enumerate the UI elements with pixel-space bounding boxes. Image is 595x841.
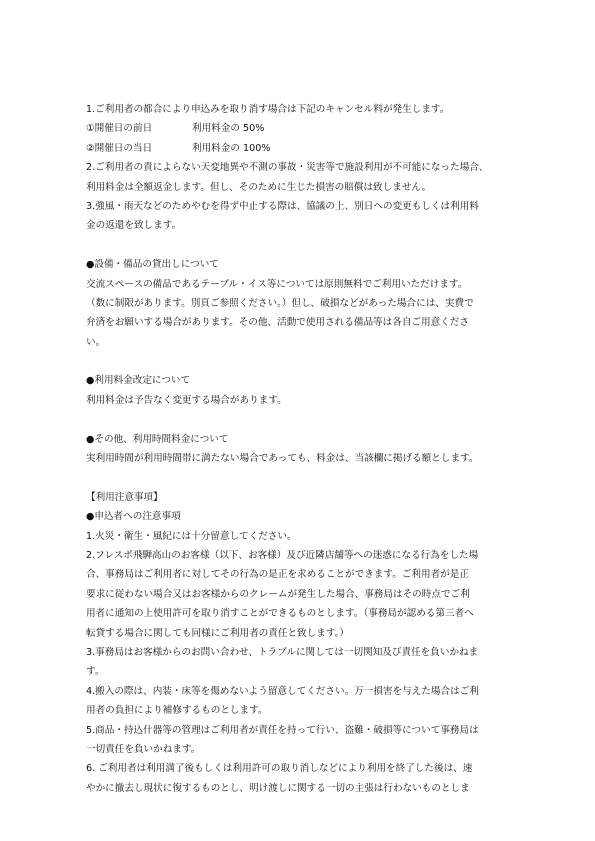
note-item-2-line: 2.フレスポ飛騨高山のお客様（以下、お客様）及び近隣店舗等への迷惑になる行為をした場 [86, 549, 479, 561]
note-item-2-line: 用者に通知の上使用許可を取り消すことができるものとします。（事務局が認める第三者へ [86, 608, 474, 620]
applicant-notes-heading: ●申込者への注意事項 [86, 511, 181, 523]
usage-notes-title: 【利用注意事項】 [86, 491, 163, 503]
cancel-policy-item-2-line: 2.ご利用者の責によらない天変地異や不測の事故・災害等で施設利用が不可能になった場合、 [86, 162, 489, 174]
document-body [86, 100, 516, 798]
spacer [86, 468, 516, 487]
equipment-text-line: 弁済をお願いする場合があります。その他、活動で使用される備品等は各自ご用意くださ [86, 317, 469, 329]
note-item-2-line: 転貸する場合に関しても同様にご利用者の責任と致します。） [86, 627, 350, 639]
note-item-2-line: 合、事務局はご利用者に対してその行為の是正を求めることができます。ご利用者が是正 [86, 569, 469, 581]
note-item-2-line: 要求に従わない場合又はお客様からのクレームが発生した場合、事務局はその時点でご利 [86, 588, 470, 600]
cancel-fee-row-same-day [86, 139, 516, 158]
cancel-policy-item-3-line: 3.強風・雨天などのためやむを得ず中止する際は、協議の上、別日への変更もしくは利用料 [86, 200, 479, 212]
note-item-3-line: 3.事務局はお客様からのお問い合わせ、トラブルに関しては一切関知及び責任を負いかねま [86, 646, 479, 658]
equipment-text-line: い。 [86, 336, 106, 348]
equipment-heading: ●設備・備品の貸出しについて [86, 259, 219, 271]
cancel-policy-item-1: 1.ご利用者の都合により申込みを取り消す場合は下記のキャンセル料が発生します。 [86, 104, 450, 115]
fee-revision-heading: ●利用料金改定について [86, 375, 191, 387]
note-item-4-line: 4.搬入の際は、内装・床等を傷めないよう留意してください。万一損害を与えた場合はご利 [86, 685, 479, 697]
other-fees-text: 実利用時間が利用時間帯に満たない場合であっても、料金は、当該欄に掲げる額とします。 [86, 453, 479, 465]
note-item-5-line: 5.商品・持込什器等の管理はご利用者が責任を持って行い、盗難・破損等について事務局は [86, 724, 479, 736]
spacer [86, 410, 516, 429]
cancel-fee-row-label: ①開催日の前日 [86, 123, 153, 135]
other-fees-heading: ●その他、利用時間料金について [86, 433, 229, 445]
note-item-6-line: やかに撤去し現状に復するものとし、明け渡しに関する一切の主張は行わないものとしま [86, 782, 470, 794]
spacer [86, 236, 516, 255]
cancel-fee-row-value: 利用料金の 50% [192, 123, 265, 135]
cancel-fee-row-label: ②開催日の当日 [86, 142, 153, 154]
note-item-3-line: す。 [86, 666, 105, 678]
note-item-5-line: 一切責任を負いかねます。 [86, 743, 201, 755]
fee-revision-text: 利用料金は予告なく変更する場合があります。 [86, 394, 287, 406]
note-item-6-line: 6. ご利用者は利用満了後もしくは利用許可の取り消しなどにより利用を終了した後は、速 [86, 763, 473, 775]
note-item-4-line: 用者の負担により補修するものとします。 [86, 705, 268, 717]
cancel-policy-item-2-line: 利用料金は全額返金します。但し、そのために生じた損害の賠償は致しません。 [86, 181, 432, 193]
equipment-text-line: （数に制限があります。別頁ご参照ください。）但し、破損などがあった場合には、実費で [86, 297, 474, 309]
spacer [86, 352, 516, 371]
cancel-fee-row-day-before [86, 119, 516, 138]
equipment-text-line: 交流スペースの備品であるテーブル・イス等については原則無料でご利用いただけます。 [86, 278, 468, 290]
cancel-policy-item-3-line: 金の返還を致します。 [86, 220, 182, 232]
note-item-1: 1.火災・衛生・風紀には十分留意してください。 [86, 530, 297, 542]
cancel-fee-row-value: 利用料金の 100% [192, 142, 271, 154]
